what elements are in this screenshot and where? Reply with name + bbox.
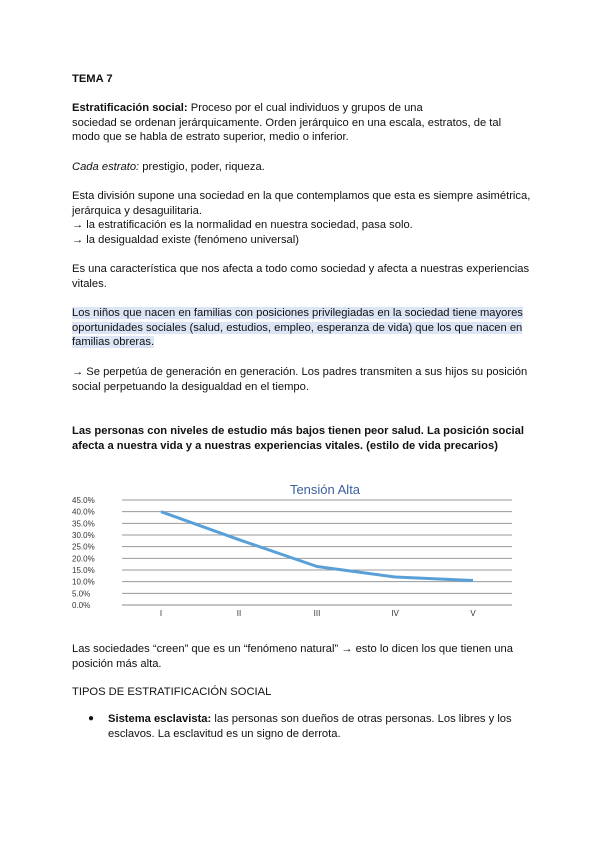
bullet-esclavista: [108, 712, 528, 741]
paragraph-sociedades: [72, 642, 542, 671]
y-tick-label: 0.0%: [72, 601, 91, 610]
y-tick-label: 5.0%: [72, 589, 91, 599]
y-tick-label: 35.0%: [72, 519, 95, 529]
sociedades-line1: Las sociedades “creen” que es un “fenómeno natural” → esto lo dicen los que tienen una: [72, 643, 513, 655]
x-tick-label: III: [313, 609, 321, 618]
tension-alta-chart: [72, 476, 532, 621]
perpetua-line1: → Se perpetúa de generación en generación. Los padres transmiten a sus hijos su posición: [72, 366, 528, 378]
chart-title: Tensión Alta: [289, 482, 361, 497]
term-sistema-esclavista: Sistema esclavista:: [108, 713, 212, 725]
term-estratificacion: Estratificación social:: [72, 102, 188, 114]
paragraph-division: [72, 189, 542, 247]
y-tick-label: 25.0%: [72, 542, 95, 552]
esclavista-line2: esclavos. La esclavitud es un signo de derrota.: [108, 727, 341, 740]
section-heading-tipos: TIPOS DE ESTRATIFICACIÓN SOCIAL: [72, 686, 272, 698]
bullet-marker: ●: [88, 713, 95, 724]
y-tick-label: 45.0%: [72, 496, 95, 505]
highlight-line3: familias obreras.: [72, 336, 155, 349]
definition-line1: Proceso por el cual individuos y grupos de una: [187, 102, 423, 114]
division-line2: jerárquica y desaguilitaria.: [72, 204, 202, 217]
division-arrow2: → la desigualdad existe (fenómeno universal): [72, 233, 299, 246]
x-tick-label: I: [159, 609, 163, 618]
page-title: TEMA 7: [72, 73, 113, 85]
paragraph-salud: [72, 424, 542, 453]
highlight-line1: Los niños que nacen en familias con posiciones privilegiadas en la sociedad tiene mayores: [72, 307, 523, 319]
sociedades-line2: posición más alta.: [72, 657, 162, 670]
paragraph-highlighted: [72, 306, 542, 350]
paragraph-caracteristica: [72, 262, 542, 291]
highlight-line2: oportunidades sociales (salud, estudios, empleo, esperanza de vida) que los que nacen en: [72, 321, 523, 334]
y-tick-label: 15.0%: [72, 566, 95, 575]
caracteristica-line2: vitales.: [72, 277, 107, 290]
y-tick-label: 30.0%: [72, 531, 95, 540]
salud-line2: afecta a nuestra vida y a nuestras experiencias vitales. (estilo de vida precarios): [72, 439, 498, 452]
division-arrow1: → la estratificación es la normalidad en nuestra sociedad, pasa solo.: [72, 219, 413, 232]
salud-line1: Las personas con niveles de estudio más bajos tienen peor salud. La posición social: [72, 425, 524, 437]
esclavista-line1: las personas son dueños de otras personas. Los libres y los: [211, 713, 512, 725]
paragraph-cada-estrato: [72, 160, 532, 175]
x-tick-label: II: [236, 609, 242, 618]
y-tick-label: 20.0%: [72, 554, 95, 564]
term-cada-estrato: Cada estrato:: [72, 161, 140, 173]
y-tick-label: 40.0%: [72, 507, 95, 517]
x-tick-label: V: [470, 609, 476, 618]
caracteristica-line1: Es una característica que nos afecta a todo como sociedad y afecta a nuestras experiencias: [72, 263, 530, 275]
definition-line2: sociedad se ordenan jerárquicamente. Orden jerárquico en una escala, estratos, de tal: [72, 116, 502, 129]
y-tick-label: 10.0%: [72, 577, 95, 587]
perpetua-line2: social perpetuando la desigualdad en el tiempo.: [72, 380, 309, 393]
paragraph-definition: [72, 101, 542, 145]
x-tick-label: IV: [391, 609, 399, 618]
cada-estrato-text: prestigio, poder, riqueza.: [139, 161, 265, 173]
definition-line3: modo que se habla de estrato superior, medio o inferior.: [72, 131, 349, 144]
division-line1: Esta división supone una sociedad en la que contemplamos que esta es siempre asimétrica,: [72, 190, 531, 202]
paragraph-perpetua: [72, 365, 542, 394]
